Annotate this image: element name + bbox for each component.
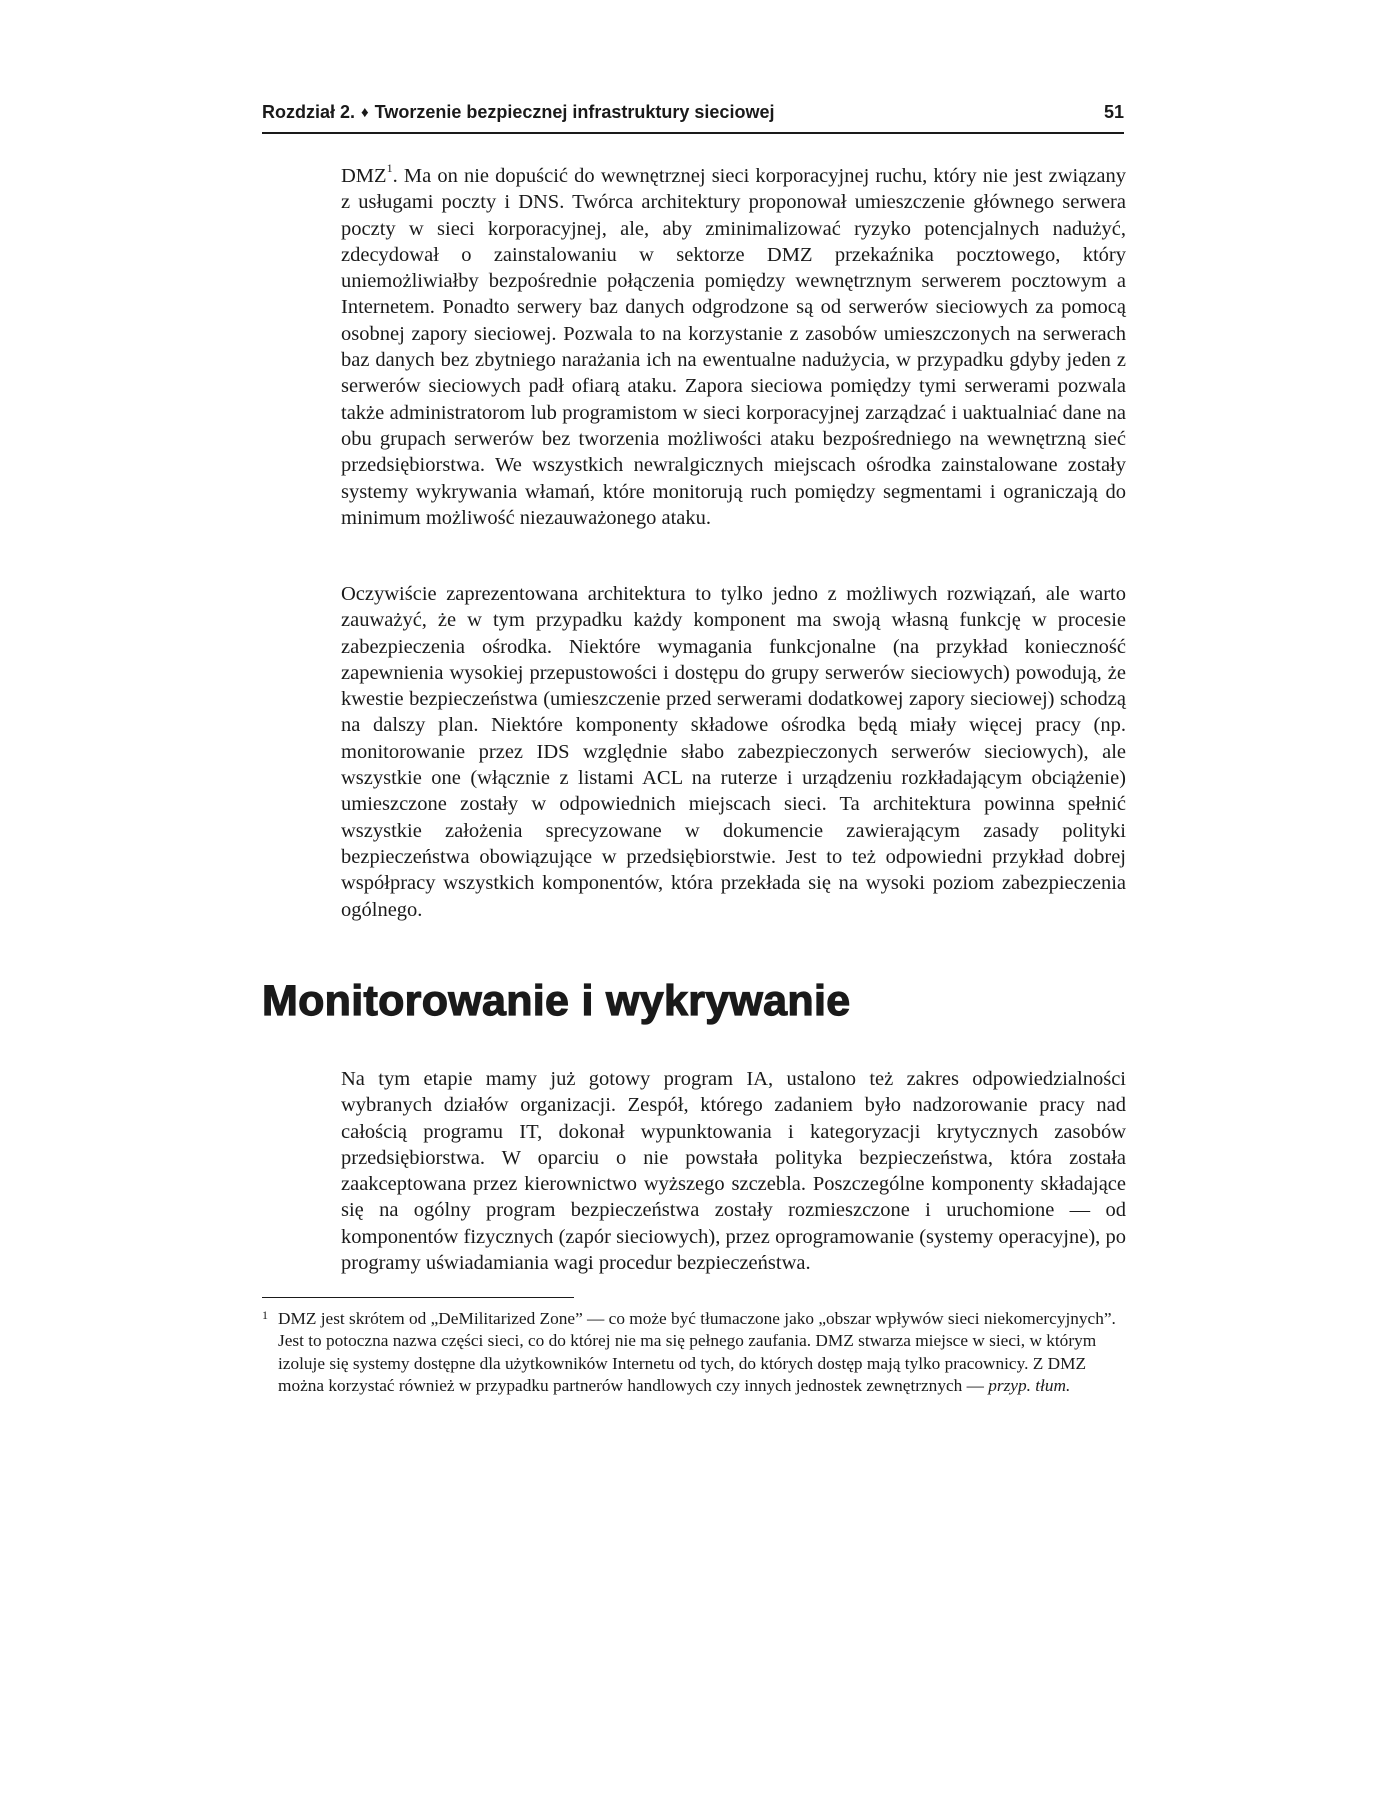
paragraph-architecture: Oczywiście zaprezentowana architektura to tylko jedno z możliwych rozwiązań, ale warto zauważyć, że w tym przypadku każdy komponent ma swoją własną funkcję w procesie zabezpieczenia ośrodka. Niektóre wymagania funkcjonalne (na przykład konieczność zapewnienia wysokiej przepustowości i dostępu do grupy serwerów sieciowych) powodują, że kwestie bezpieczeństwa (umieszczenie przed serwerami dodatkowej zapory sieciowej) schodzą na dalszy plan. Niektóre komponenty składowe ośrodka będą miały więcej pracy (np. monitorowanie przez IDS względnie słabo zabezpieczonych serwerów sieciowych), ale wszystkie one (włącznie z listami ACL na ruterze i urządzeniu rozkładającym obciążenie) umieszczone zostały w odpowiednich miejscach sieci. Ta architektura powinna spełnić wszystkie założenia sprecyzowane w dokumencie zawierającym zasady polityki bezpieczeństwa obowiązujące w przedsiębiorstwie. Jest to też odpowiedni przykład dobrej współpracy wszystkich komponentów, która przekłada się na wysoki poziom zabezpieczenia ogólnego. bbox=[341, 583, 1126, 921]
footnote-number: 1 bbox=[262, 1308, 268, 1322]
footnote-attribution: przyp. tłum. bbox=[988, 1376, 1071, 1396]
paragraph-monitoring: Na tym etapie mamy już gotowy program IA, ustalono też zakres odpowiedzialności wybranych działów organizacji. Zespół, którego zadaniem było nadzorowanie pracy nad całością programu IT, dokonał wypunktowania i kategoryzacji krytycznych zasobów przedsiębiorstwa. W oparciu o nie powstała polityka bezpieczeństwa, która została zaakceptowana przez kierownictwo wyższego szczebla. Poszczególne komponenty składające się na ogólny program bezpieczeństwa zostały rozmieszczone i uruchomione — od komponentów fizycznych (zapór sieciowych), przez oprogramowanie (systemy operacyjne), po programy uświadamiania wagi procedur bezpieczeństwa. bbox=[341, 1068, 1126, 1275]
diamond-separator-icon: ♦ bbox=[361, 104, 369, 121]
footnote-text: DMZ jest skrótem od „DeMilitarized Zone” — co może być tłumaczone jako „obszar wpływów sieci niekomercyjnych”. Jest to potoczna nazwa części sieci, co do której nie ma się pełnego zaufania. DMZ stwarza miejsce w sieci, w którym izoluje się systemy dostępne dla użytkowników Internetu od tych, do których dostęp mają tylko pracownicy. Z DMZ można korzystać również w przypadku partnerów handlowych czy innych jednostek zewnętrznych — bbox=[278, 1309, 1116, 1396]
footnote bbox=[262, 1308, 1124, 1398]
paragraph-dmz-text: . Ma on nie dopuścić do wewnętrznej sieci korporacyjnej ruchu, który nie jest związany z usługami poczty i DNS. Twórca architektury proponował umieszczenie głównego serwera poczty w sieci korporacyjnej, ale, aby zminimalizować ryzyko potencjalnych nadużyć, zdecydował o zainstalowaniu w sektorze DMZ przekaźnika pocztowego, który uniemożliwiałby bezpośrednie połączenia pomiędzy wewnętrznym serwerem pocztowym a Internetem. Ponadto serwery baz danych odgrodzone są od serwerów sieciowych za pomocą osobnej zapory sieciowej. Pozwala to na korzystanie z zasobów umieszczonych na serwerach baz danych bez zbytniego narażania ich na ewentualne nadużycia, w przypadku gdyby jeden z serwerów sieciowych padł ofiarą ataku. Zapora sieciowa pomiędzy tymi serwerami pozwala także administratorom lub programistom w sieci korporacyjnej zarządzać i uaktualniać dane na obu grupach serwerów bez tworzenia możliwości ataku bezpośredniego na wewnętrzną sieć przedsiębiorstwa. We wszystkich newralgicznych miejscach ośrodka zainstalowane zostały systemy wykrywania włamań, które monitorują ruch pomiędzy segmentami i ograniczają do minimum możliwość niezauważonego ataku. bbox=[341, 165, 1126, 529]
chapter-label: Rozdział 2. bbox=[262, 102, 356, 122]
paragraph-dmz-lead: DMZ bbox=[341, 165, 387, 187]
section-heading: Monitorowanie i wykrywanie bbox=[262, 977, 851, 1025]
running-header bbox=[262, 98, 1124, 134]
footnote-body bbox=[278, 1308, 1124, 1398]
page-number: 51 bbox=[1103, 102, 1124, 122]
paragraph-dmz bbox=[341, 163, 1126, 531]
footnote-divider bbox=[262, 1297, 574, 1298]
chapter-heading bbox=[262, 102, 774, 123]
footnote-reference: 1 bbox=[386, 161, 393, 176]
chapter-title: Tworzenie bezpiecznej infrastruktury sieciowej bbox=[374, 102, 775, 122]
